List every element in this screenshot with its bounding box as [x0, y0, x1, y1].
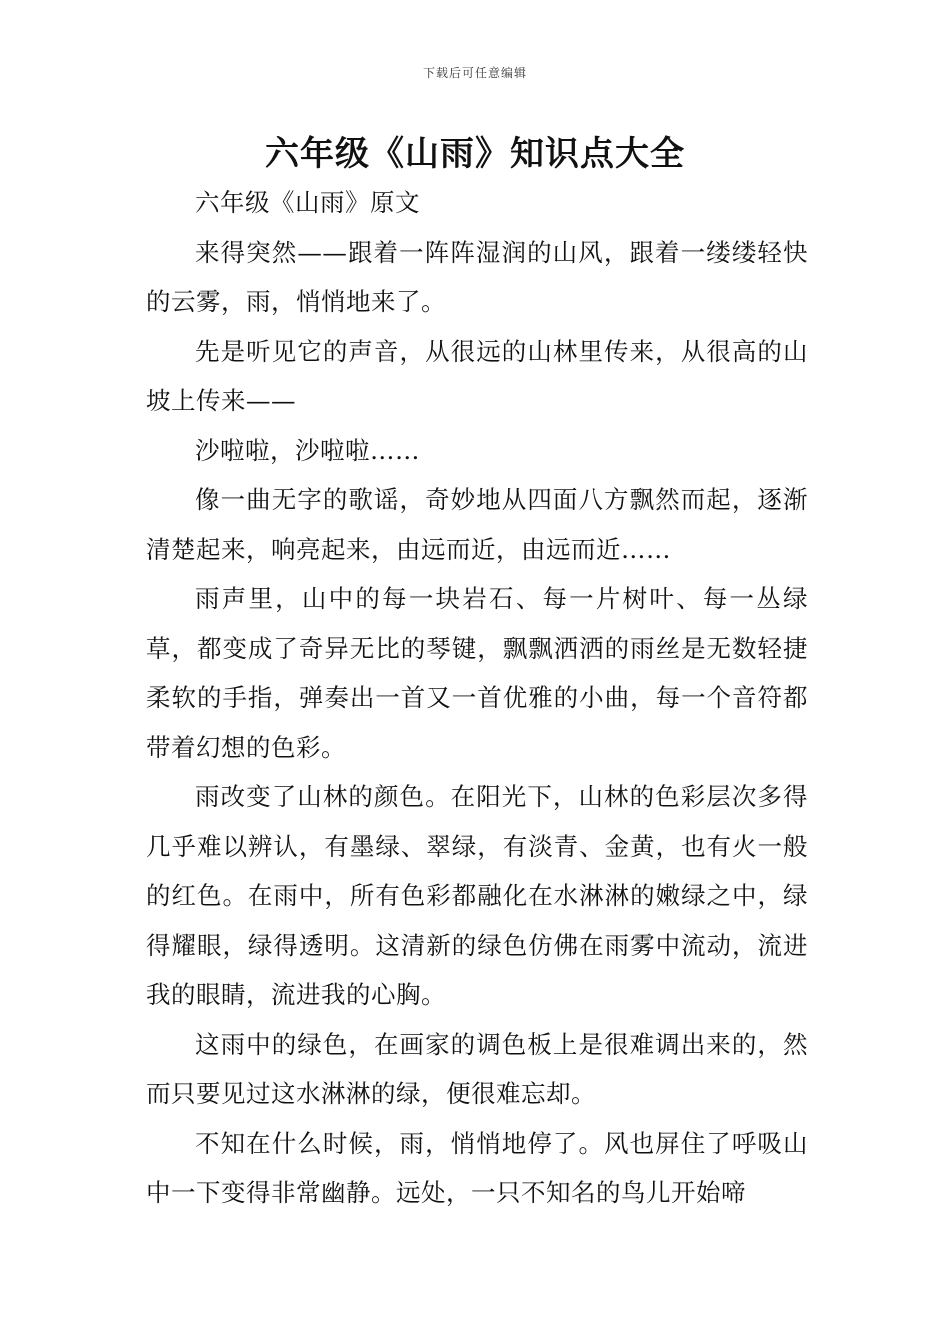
paragraph: 这雨中的绿色，在画家的调色板上是很难调出来的，然而只要见过这水淋淋的绿，便很难忘却。 — [146, 1029, 808, 1108]
paragraph: 沙啦啦，沙啦啦…… — [195, 435, 420, 465]
paragraph: 雨声里，山中的每一块岩石、每一片树叶、每一丛绿草，都变成了奇异无比的琴键，飘飘洒洒的雨丝是无数轻捷柔软的手指，弹奏出一首又一首优雅的小曲，每一个音符都带着幻想的色彩。 — [146, 584, 808, 762]
paragraph: 来得突然——跟着一阵阵湿润的山风，跟着一缕缕轻快的云雾，雨，悄悄地来了。 — [146, 237, 808, 316]
paragraph: 不知在什么时候，雨，悄悄地停了。风也屏住了呼吸山中一下变得非常幽静。远处，一只不知名的鸟儿开始啼 — [146, 1128, 808, 1207]
paragraph-subtitle: 六年级《山雨》原文 — [195, 188, 420, 217]
paragraph: 雨改变了山林的颜色。在阳光下，山林的色彩层次多得几乎难以辨认，有墨绿、翠绿，有淡青、金黄，也有火一般的红色。在雨中，所有色彩都融化在水淋淋的嫩绿之中，绿得耀眼，绿得透明。这清新的绿色仿佛在雨雾中流动，流进我的眼睛，流进我的心胸。 — [146, 782, 808, 1009]
paragraph: 像一曲无字的歌谣，奇妙地从四面八方飘然而起，逐渐清楚起来，响亮起来，由远而近，由远而近…… — [146, 485, 808, 564]
page-title: 六年级《山雨》知识点大全 — [265, 134, 685, 174]
header-note: 下载后可任意编辑 — [422, 66, 527, 80]
paragraph: 先是听见它的声音，从很远的山林里传来，从很高的山坡上传来—— — [146, 336, 808, 415]
article-body — [146, 178, 808, 1218]
